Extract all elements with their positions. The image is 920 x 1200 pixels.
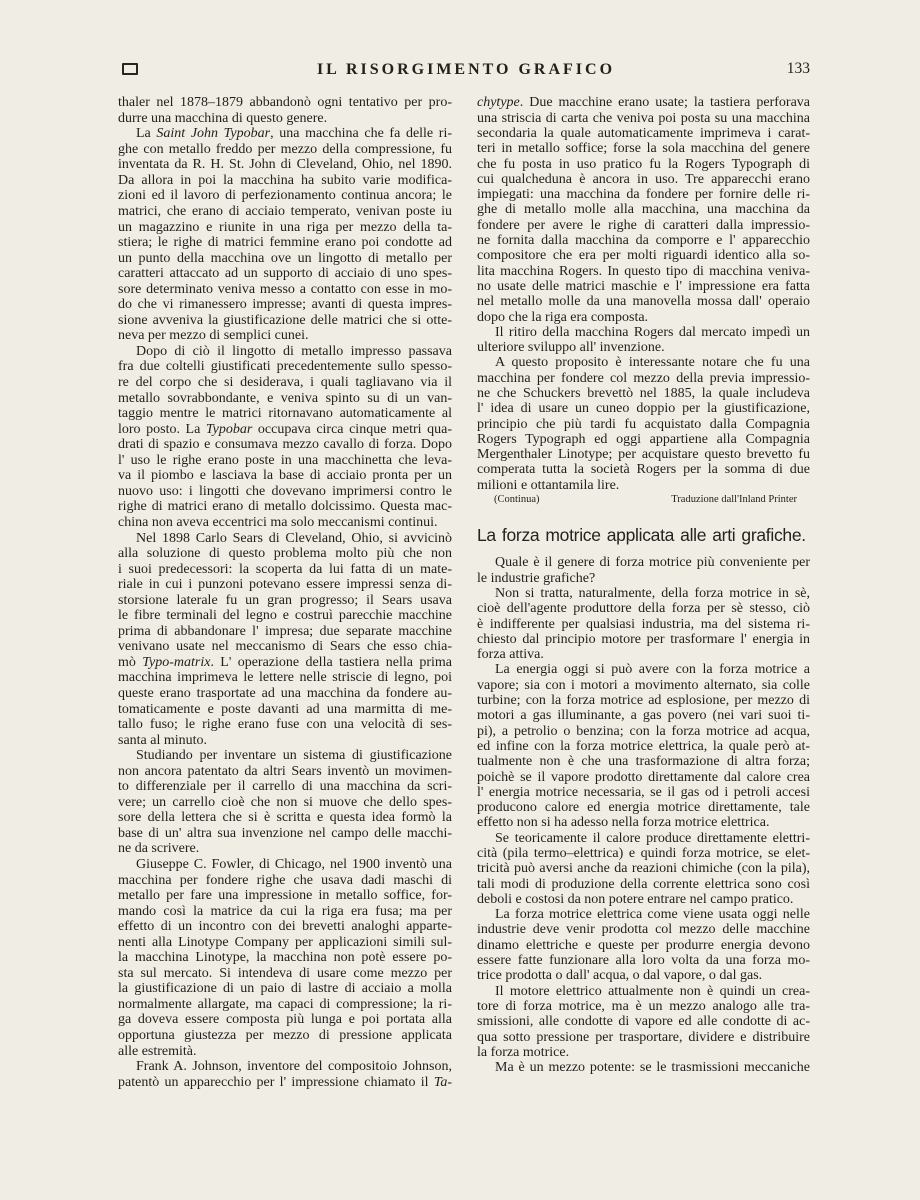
text-segment: sione avveniva la giustificazione delle matrici che si otte- xyxy=(118,312,452,328)
text-segment: Se teoricamente il calore produce direttamente elettri- xyxy=(495,830,810,846)
text-segment: La xyxy=(136,126,157,142)
text-segment: no usate delle matrici maschie e l' impressione era fatta xyxy=(477,278,810,294)
paragraph xyxy=(118,95,452,126)
right-column-new-article xyxy=(477,555,810,1075)
text-line xyxy=(477,601,810,616)
text-segment: opportuna giustezza per mezzo di pressione applicata xyxy=(118,1028,452,1043)
running-head-title: IL RISORGIMENTO GRAFICO xyxy=(316,61,616,78)
paragraph xyxy=(118,126,452,344)
text-segment: ne fornita dalla macchina da comporre e l' apparecchio xyxy=(477,233,810,249)
text-line xyxy=(118,810,452,826)
text-line xyxy=(118,935,452,951)
text-line xyxy=(118,857,452,873)
text-line xyxy=(477,157,810,172)
text-segment: Il ritiro della macchina Rogers dal mercato impedì un xyxy=(495,324,810,340)
text-line xyxy=(118,686,452,702)
text-line xyxy=(118,1044,452,1060)
text-segment: macchina imprimeva le lettere nelle striscie di legno, poi xyxy=(118,670,452,686)
text-segment: dinamo elettriche e queste per produrre energia devono xyxy=(477,937,810,953)
paragraph xyxy=(477,662,810,830)
text-line xyxy=(118,655,452,671)
text-segment: matrici, che erano di acciaio temperato, venivan poste iu xyxy=(118,204,452,220)
text-segment: tualmente non è che una trasformazione di altra forza; xyxy=(477,754,810,770)
text-line xyxy=(477,478,810,493)
text-segment: occupava circa cinque metri qua- xyxy=(252,421,452,437)
text-segment: Quale è il genere di forza motrice più conveniente per xyxy=(495,555,810,571)
text-line xyxy=(477,632,810,647)
text-segment: macchina per fondere col mezzo della previa impressio- xyxy=(477,370,810,386)
text-segment: Giuseppe C. Fowler, di Chicago, nel 1900 inventò una xyxy=(136,856,452,872)
text-segment: Studiando per inventare un sistema di giustificazione xyxy=(136,748,452,764)
text-segment: ne che Schuckers brevettò nel 1885, la quale includeva xyxy=(477,385,810,401)
text-line xyxy=(118,375,452,391)
italic-text: chytype xyxy=(477,95,520,111)
text-segment: normalmente allargate, ma capaci di compressione; la ri- xyxy=(118,996,452,1012)
paragraph xyxy=(477,1060,810,1075)
italic-text: Typobar xyxy=(205,421,253,437)
text-line xyxy=(477,739,810,754)
text-line xyxy=(477,248,810,263)
text-segment: durre una macchina di questo genere. xyxy=(118,110,328,126)
text-segment: motori a gas illuminante, a gas povero (nei vari suoi ti- xyxy=(477,708,810,724)
text-line xyxy=(477,111,810,126)
text-segment: principio che più tardi fu acquistato dalla Compagnia xyxy=(477,416,810,432)
text-line xyxy=(118,173,452,189)
text-segment: vapore; sia con i motori a movimento alternato, sia colle xyxy=(477,677,810,693)
text-segment: deboli e costosi da non potere entrare nel campo pratico. xyxy=(477,891,794,907)
text-line xyxy=(118,593,452,609)
paragraph xyxy=(118,344,452,531)
text-segment: to differenziale per il carrello di una macchina da scri- xyxy=(118,779,452,795)
text-line xyxy=(477,371,810,386)
text-line xyxy=(477,571,810,586)
text-line xyxy=(118,468,452,484)
text-line xyxy=(477,907,810,922)
text-segment: sta sul mercato. Si intendeva di usare come mezzo per xyxy=(118,965,452,981)
text-line xyxy=(118,531,452,547)
text-segment: La energia oggi si può avere con la forza motrice a xyxy=(495,662,810,678)
text-segment: tore di forza motrice, ma è un mezzo analogo alle tra- xyxy=(477,998,810,1014)
italic-text: Saint John Typobar xyxy=(156,126,271,142)
text-line xyxy=(118,966,452,982)
text-segment: zioni ed il lavoro di perfezionamento continua ancora; le xyxy=(118,188,452,204)
text-line xyxy=(477,617,810,632)
text-line xyxy=(118,1059,452,1075)
text-line xyxy=(118,717,452,733)
text-line xyxy=(477,141,810,156)
text-line xyxy=(477,417,810,432)
text-line xyxy=(477,126,810,141)
text-segment: le industrie grafiche? xyxy=(477,570,596,586)
text-segment: storsione laterale fu un gran progresso; il Sears usava xyxy=(118,592,452,608)
text-line xyxy=(477,555,810,570)
text-line xyxy=(477,264,810,279)
text-line xyxy=(477,800,810,815)
text-segment: metallo per fare una impressione in metallo soffice, for- xyxy=(118,888,452,904)
text-segment: metallo sovrabbondante, e veniva spinto su di un van- xyxy=(118,390,452,406)
text-segment: la giustificazione di un paio di lastre di acciaio a molla xyxy=(118,981,452,997)
text-segment: Frank A. Johnson, inventore del compositoio Johnson, xyxy=(136,1059,452,1075)
text-line xyxy=(477,95,810,110)
text-line xyxy=(118,126,452,142)
text-segment: una striscia di carta che veniva poi posta su una macchina xyxy=(477,110,810,126)
text-line xyxy=(118,919,452,935)
text-line xyxy=(118,391,452,407)
text-line xyxy=(118,282,452,298)
text-segment: non ancora patentato da altri Sears inventò un movimen- xyxy=(118,763,452,779)
text-segment: chiesto dal principio motore per trasformare l' energia in xyxy=(477,631,810,647)
text-segment: . Due macchine erano usate; la tastiera perforava xyxy=(519,95,810,111)
text-line xyxy=(477,938,810,953)
text-line xyxy=(477,340,810,355)
text-line xyxy=(118,328,452,344)
text-line xyxy=(118,157,452,173)
paragraph xyxy=(477,95,810,324)
text-segment: un punto della macchina ove un lingotto di metallo per xyxy=(118,250,452,266)
text-segment: Ma è un mezzo potente: se le trasmissioni meccaniche xyxy=(495,1060,810,1076)
text-segment: base di un' altra sua invenzione nel campo delle macchi- xyxy=(118,825,452,841)
text-line xyxy=(118,577,452,593)
text-line xyxy=(477,831,810,846)
text-line xyxy=(477,1045,810,1060)
paragraph xyxy=(477,555,810,586)
text-line xyxy=(477,892,810,907)
text-line xyxy=(477,355,810,370)
text-segment: tali modi di produzione della corrente elettrica sono così xyxy=(477,876,810,892)
paragraph xyxy=(477,907,810,983)
text-line xyxy=(118,95,452,111)
text-segment: venivano usate nel meccanismo di Sears che esso chia- xyxy=(118,639,452,655)
text-segment: alle estremità. xyxy=(118,1043,197,1059)
text-line xyxy=(118,1075,452,1091)
text-line xyxy=(477,233,810,248)
text-segment: secondaria la quale automaticamente imprimeva i carat- xyxy=(477,125,810,141)
page-number: 133 xyxy=(786,60,810,77)
text-line xyxy=(477,846,810,861)
text-segment: china non aveva eccentrici ma solo meccanismi continui. xyxy=(118,514,438,530)
text-segment: cioè dell'agente produttore della forza per sè stesso, ciò xyxy=(477,601,810,617)
text-segment: riale in cui i punzoni potevano essere impressi senza di- xyxy=(118,577,452,593)
text-line xyxy=(118,748,452,764)
text-segment: smissioni, alle condotte di vapore ed alle condotte di ac- xyxy=(477,1014,810,1030)
left-column xyxy=(118,95,452,1090)
text-segment: vere; un carrello cioè che non si muove che dello spes- xyxy=(118,794,452,810)
text-segment: l' energia motrice necessaria, se il gas od i petroli accesi xyxy=(477,784,810,800)
text-segment: taggio mentre le matrici ritornavano automaticamente al xyxy=(118,406,452,422)
text-line xyxy=(477,708,810,723)
right-column-continued-article xyxy=(477,95,810,493)
text-line xyxy=(118,702,452,718)
text-segment: essere fatte funzionare alla loro volta da una forza mo- xyxy=(477,953,810,969)
text-segment: La forza motrice elettrica come viene usata oggi nelle xyxy=(495,907,810,923)
text-line xyxy=(477,968,810,983)
text-segment: caratteri attaccato ad un supporto di acciaio di uno spes- xyxy=(118,266,452,282)
text-segment: forza attiva. xyxy=(477,647,544,663)
paragraph xyxy=(477,586,810,662)
text-line xyxy=(118,1028,452,1044)
text-segment: milioni e ottantamila lire. xyxy=(477,477,620,493)
text-line xyxy=(118,297,452,313)
text-segment: va il piombo e lasciava la base di acciaio pronta per un xyxy=(118,468,452,484)
text-segment: industrie deve venir prodotta col mezzo delle macchine xyxy=(477,922,810,938)
text-line xyxy=(118,888,452,904)
text-line xyxy=(118,670,452,686)
text-line xyxy=(477,447,810,462)
text-line xyxy=(118,220,452,236)
text-segment: turbine; con la forza motrice ad esplosione, per mezzo di xyxy=(477,693,810,709)
text-line xyxy=(477,310,810,325)
text-line xyxy=(477,984,810,999)
text-line xyxy=(477,218,810,233)
text-line xyxy=(118,841,452,857)
text-segment: nel metallo molle da una manovella mossa dall' operaio xyxy=(477,294,810,310)
text-line xyxy=(118,422,452,438)
text-segment: mò xyxy=(118,654,143,670)
text-line xyxy=(477,770,810,785)
article-title: La forza motrice applicata alle arti grafiche. xyxy=(477,525,806,545)
text-line xyxy=(477,877,810,892)
text-line xyxy=(477,785,810,800)
text-segment: re del corpo che si desiderava, i quali tagliavano via il xyxy=(118,375,452,391)
text-segment: l' idea di usare un cuneo doppio per la giustificazione, xyxy=(477,401,810,417)
italic-text: Ta- xyxy=(433,1074,452,1090)
text-line xyxy=(118,639,452,655)
paragraph xyxy=(477,984,810,1060)
text-segment: la macchina Linotype, la macchina non potè essere po- xyxy=(118,950,452,966)
text-segment: ghe di metallo molle alla macchina, una macchina da xyxy=(477,202,810,218)
text-segment: santa al minuto. xyxy=(118,732,208,748)
text-segment: cui qualcheduna è ancora in uso. Tre apparecchi erano xyxy=(477,171,810,187)
text-line xyxy=(477,861,810,876)
paragraph xyxy=(477,831,810,907)
text-segment: mando così la matrice da cui la riga era fusa; ma per xyxy=(118,903,452,919)
text-segment: tallo fuso; le righe erano fuse con una velocità di ses- xyxy=(118,717,452,733)
text-line xyxy=(118,499,452,515)
text-line xyxy=(477,172,810,187)
text-line xyxy=(477,724,810,739)
text-segment: stiera; le righe di matrici femmine erano poi condotte ad xyxy=(118,235,452,251)
text-line xyxy=(477,662,810,677)
text-segment: alla soluzione di questo problema molto più che non xyxy=(118,546,452,562)
text-line xyxy=(118,779,452,795)
text-segment: neva per mezzo di semplici cunei. xyxy=(118,328,309,344)
text-line xyxy=(118,873,452,889)
text-segment: ulteriore sviluppo all' invenzione. xyxy=(477,340,665,356)
text-line xyxy=(118,313,452,329)
text-segment: teri in metallo soffice; forse la sola macchina del genere xyxy=(477,141,810,157)
text-line xyxy=(477,1060,810,1075)
text-line xyxy=(118,251,452,267)
text-line xyxy=(477,432,810,447)
text-line xyxy=(118,981,452,997)
text-line xyxy=(477,1014,810,1029)
text-line xyxy=(118,733,452,749)
text-segment: trice prodotta o dall' acqua, o dal vapore, o dal gas. xyxy=(477,968,763,984)
text-segment: pi), a petrolio o benzina; con la forza motrice ad acqua, xyxy=(477,723,810,739)
text-segment: le fibre terminali del legno e costruì parecchie macchine xyxy=(118,608,452,624)
text-segment: Non si tratta, naturalmente, della forza motrice in sè, xyxy=(495,585,810,601)
text-segment: inventata da R. H. St. John di Cleveland, Ohio, nel 1890. xyxy=(118,157,452,173)
text-segment: Rogers Typograph ed oggi appartiene alla Compagnia xyxy=(477,431,810,447)
italic-text: Typo-matrix xyxy=(142,654,211,670)
text-line xyxy=(118,997,452,1013)
text-line xyxy=(118,515,452,531)
paragraph xyxy=(118,748,452,857)
text-line xyxy=(118,406,452,422)
text-line xyxy=(118,484,452,500)
text-segment: A questo proposito è interessante notare che fu una xyxy=(495,355,810,371)
text-line xyxy=(118,950,452,966)
text-segment: drati di spazio e consumava mezzo cavallo di forza. Dopo xyxy=(118,437,452,453)
text-line xyxy=(477,693,810,708)
text-segment: nenti alla Linotype Company per applicazioni simili sul- xyxy=(118,934,452,950)
text-segment: lita macchina Rogers. In questo tipo di macchina veniva- xyxy=(477,263,810,279)
text-segment: ghe con metallo freddo per mezzo della compressione, fu xyxy=(118,141,452,157)
text-segment: thaler nel 1878–1879 abbandonò ogni tentativo per pro- xyxy=(118,95,452,111)
text-line xyxy=(477,999,810,1014)
square-ornament-icon xyxy=(122,63,138,75)
text-line xyxy=(477,953,810,968)
paragraph xyxy=(118,1059,452,1090)
text-segment: dopo che la riga era composta. xyxy=(477,309,649,325)
text-line xyxy=(477,647,810,662)
text-segment: nuovo uso: i lingotti che dovevano imprimersi contro le xyxy=(118,483,452,499)
text-segment: Da allora in poi la macchina ha subito varie modifica- xyxy=(118,172,452,188)
text-segment: impiegati: una macchina da fondere per fornire delle ri- xyxy=(477,187,810,203)
text-line xyxy=(118,204,452,220)
text-segment: Nel 1898 Carlo Sears di Cleveland, Ohio, si avvicinò xyxy=(136,530,452,546)
text-segment: l' uso le righe erano poste in una macchinetta che leva- xyxy=(118,452,452,468)
text-line xyxy=(477,187,810,202)
text-segment: sore determinato veniva messo a contatto con esse in mo- xyxy=(118,281,452,297)
text-line xyxy=(118,608,452,624)
text-segment: fondere per avere le righe di caratteri dalla impressio- xyxy=(477,217,810,233)
text-segment: effetto non si ha adesso nella forza motrice elettrica. xyxy=(477,815,770,831)
text-line xyxy=(118,1012,452,1028)
text-segment: tomaticamente e poste davanti ad una marmitta di me- xyxy=(118,701,452,717)
text-segment: macchina per fondere righe che usava dadi maschi di xyxy=(118,872,452,888)
text-line xyxy=(118,142,452,158)
text-segment: cità (pila termo–elettrica) e quindi forza motrice, se elet- xyxy=(477,845,810,861)
text-line xyxy=(477,922,810,937)
text-segment: un magazzino e riunite in una riga per mezzo della ta- xyxy=(118,219,452,235)
text-segment: qua sotto pressione per trasportare, dividere e distribuire xyxy=(477,1029,810,1045)
text-line xyxy=(118,453,452,469)
paragraph xyxy=(477,325,810,356)
text-line xyxy=(477,586,810,601)
translation-credit: Traduzione dall'Inland Printer xyxy=(671,494,797,505)
text-segment: queste erano trasportate ad una macchina da fondere au- xyxy=(118,685,452,701)
text-line xyxy=(477,678,810,693)
text-line xyxy=(118,344,452,360)
text-line xyxy=(477,815,810,830)
text-segment: la forza motrice. xyxy=(477,1044,570,1060)
text-segment: ed infine con la forza motrice elettrica, la quale però at- xyxy=(477,738,810,754)
text-segment: . L' operazione della tastiera nella prima xyxy=(210,654,452,670)
text-line xyxy=(118,904,452,920)
text-line xyxy=(477,325,810,340)
text-segment: tricità può aversi anche da reazioni chimiche (con la pila), xyxy=(477,861,810,877)
text-segment: è indifferente per qualsiasi industria, ma del sistema ri- xyxy=(477,616,810,632)
text-line xyxy=(477,462,810,477)
text-segment: effetto di un incontro con dei brevetti analoghi apparte- xyxy=(118,919,452,935)
text-segment: i suoi predecessori: la scoperta da lui fatta di un mate- xyxy=(118,561,452,577)
text-segment: ga doveva essere composta più lunga e poi portata alla xyxy=(118,1012,452,1028)
text-line xyxy=(118,826,452,842)
text-segment: comperata tutta la società Rogers per la somma di due xyxy=(477,462,810,478)
text-segment: poichè se il vapore prodotto direttamente dal calore crea xyxy=(477,769,810,785)
text-segment: patentò un apparecchio per l' impressione chiamato il xyxy=(118,1074,434,1090)
text-line xyxy=(118,764,452,780)
text-line xyxy=(477,202,810,217)
text-segment: do che vi rimanessero impresse; avanti di questa impres- xyxy=(118,297,452,313)
continua-note: (Continua) xyxy=(494,494,540,505)
text-segment: compositore che era per molti riguardi identico alla so- xyxy=(477,248,810,264)
text-segment: Il motore elettrico attualmente non è quindi un crea- xyxy=(495,983,810,999)
text-segment: che fu posta in uso pratico fu la Rogers Typograph di xyxy=(477,156,810,172)
text-line xyxy=(477,386,810,401)
text-line xyxy=(118,546,452,562)
text-line xyxy=(118,235,452,251)
text-line xyxy=(477,294,810,309)
text-line xyxy=(118,111,452,127)
text-segment: Mergenthaler Linotype; per acquistare questo brevetto fu xyxy=(477,447,810,463)
text-line xyxy=(477,401,810,416)
text-line xyxy=(118,359,452,375)
text-line xyxy=(118,437,452,453)
text-segment: righe di matrici erano di metallo dolcissimo. Questa mac- xyxy=(118,499,452,515)
text-segment: Dopo di ciò il lingotto di metallo impresso passava xyxy=(136,343,452,359)
text-segment: ne da scrivere. xyxy=(118,841,200,857)
text-segment: sore della lettera che si è scritta e questa idea formò la xyxy=(118,810,452,826)
paragraph xyxy=(118,857,452,1059)
text-segment: prima di abbandonare l' impresa; due separate macchine xyxy=(118,623,452,639)
paragraph xyxy=(118,531,452,749)
text-segment: fra due coltelli giustificati precedentemente sullo spesso- xyxy=(118,359,452,375)
text-line xyxy=(118,624,452,640)
text-segment: , una macchina che fa delle ri- xyxy=(270,126,453,142)
text-line xyxy=(118,795,452,811)
text-line xyxy=(118,188,452,204)
text-line xyxy=(477,754,810,769)
text-line xyxy=(477,279,810,294)
paragraph xyxy=(477,355,810,493)
text-line xyxy=(118,266,452,282)
text-line xyxy=(477,1030,810,1045)
text-segment: producono calore ed energia motrice direttamente, tale xyxy=(477,800,810,816)
text-segment: loro posto. La xyxy=(118,421,206,437)
text-line xyxy=(118,562,452,578)
